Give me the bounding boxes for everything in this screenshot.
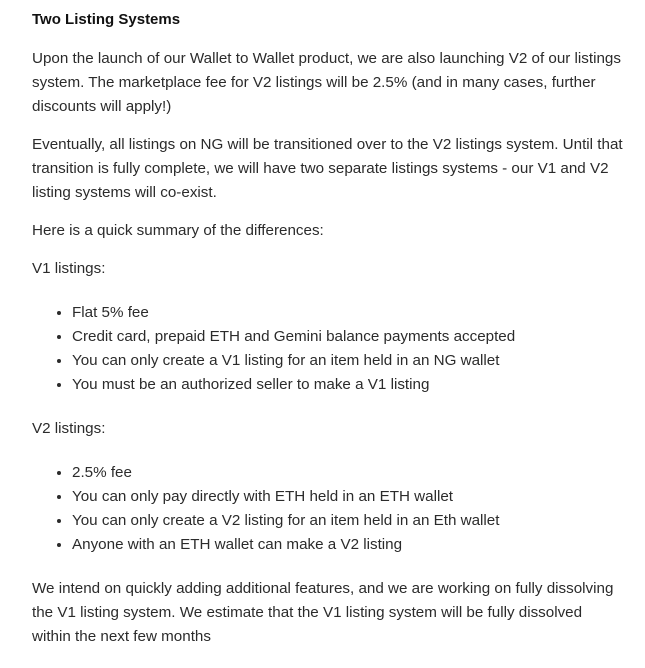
summary-intro: Here is a quick summary of the differences: — [32, 222, 324, 239]
v1-list — [32, 301, 625, 397]
intro-paragraph: Upon the launch of our Wallet to Wallet product, we are also launching V2 of our listings system. The marketplace fee for V2 listings will be 2.5% (and in many cases, further discounts will apply!) — [32, 50, 621, 115]
list-item: • Flat 5% fee — [72, 301, 625, 325]
list-item: • You can only create a V1 listing for an item held in an NG wallet — [72, 349, 625, 373]
closing-paragraph: We intend on quickly adding additional features, and we are working on fully dissolving the V1 listing system. We estimate that the V1 listing system will be fully dissolved within the next few months — [32, 580, 614, 645]
v1-heading: V1 listings: — [32, 260, 106, 277]
list-item: • Anyone with an ETH wallet can make a V2 listing — [72, 533, 625, 557]
list-item: • 2.5% fee — [72, 461, 625, 485]
article-title: Two Listing Systems — [32, 11, 181, 28]
list-item: • You can only pay directly with ETH held in an ETH wallet — [72, 485, 625, 509]
transition-paragraph: Eventually, all listings on NG will be transitioned over to the V2 listings system. Until that transition is fully complete, we will have two separate listings systems - our V1 and V2 listing systems will co-exist. — [32, 136, 623, 201]
list-item: • You can only create a V2 listing for an item held in an Eth wallet — [72, 509, 625, 533]
v2-list — [32, 461, 625, 557]
list-item: • You must be an authorized seller to make a V1 listing — [72, 373, 625, 397]
list-item: • Credit card, prepaid ETH and Gemini balance payments accepted — [72, 325, 625, 349]
v2-heading: V2 listings: — [32, 420, 106, 437]
